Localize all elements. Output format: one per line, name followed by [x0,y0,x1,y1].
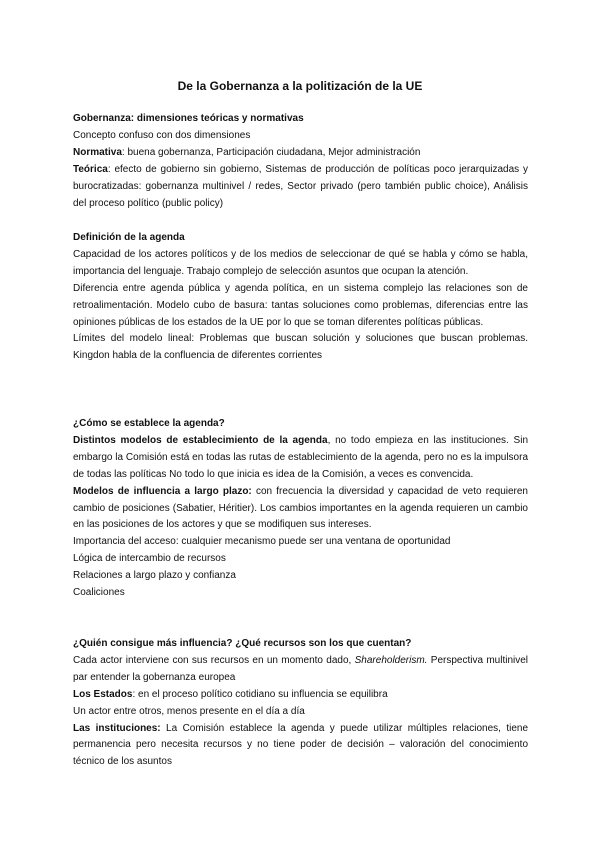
paragraph: Importancia del acceso: cualquier mecanismo puede ser una ventana de oportunidad [73,536,451,548]
section-heading: Gobernanza: dimensiones teóricas y normativas [73,113,304,124]
section-definicion-agenda [73,230,528,365]
paragraph: Las instituciones: La Comisión establece la agenda y puede utilizar múltiples relaciones, tiene permanencia pero necesita recursos y no tiene poder de decisión – valoración del conocimiento técnico de los asuntos [73,722,529,768]
section-gobernanza [73,111,528,212]
bold-term: Normativa [73,146,122,158]
paragraph: Lógica de intercambio de recursos [73,553,226,565]
section-establecimiento-agenda [73,416,528,602]
paragraph: Límites del modelo lineal: Problemas que buscan solución y soluciones que buscan problemas. Kingdon habla de la confluencia de diferentes corrientes [73,333,528,362]
paragraph: Capacidad de los actores políticos y de los medios de seleccionar de qué se habla y cómo se habla, importancia del lenguaje. Trabajo complejo de selección asuntos que ocupan la atención. [73,248,528,277]
paragraph: Cada actor interviene con sus recursos en un momento dado, Shareholderism. Perspectiva multinivel par entender la gobernanza europea [73,654,529,683]
paragraph: Relaciones a largo plazo y confianza [73,570,236,582]
bold-term: Teórica [73,163,108,175]
paragraph: Diferencia entre agenda pública y agenda política, en un sistema complejo las relaciones son de retroalimentación. Modelo cubo de basura: tantas soluciones como problemas, diferencias entre las opiniones públicas de los estados de la UE por lo que se toman diferentes políticas públicas. [73,282,528,328]
paragraph: Distintos modelos de establecimiento de la agenda, no todo empieza en las instituciones. Sin embargo la Comisión está en todas las rutas de establecimiento de la agenda, pero no es la impulsora de todas las políticas No todo lo que inicia es idea de la Comisión, a veces es convencida. [73,434,529,480]
bold-term: Las instituciones: [73,722,161,734]
bold-term: Los Estados [73,688,133,700]
paragraph: Los Estados: en el proceso político cotidiano su influencia se equilibra [73,688,388,700]
paragraph: Normativa: buena gobernanza, Participación ciudadana, Mejor administración [73,146,421,158]
section-heading: ¿Cómo se establece la agenda? [73,418,225,429]
paragraph: Teórica: efecto de gobierno sin gobierno, Sistemas de producción de políticas poco jerarquizadas y burocratizadas: gobernanza multinivel / redes, Sector privado (pero también public choice), Análisis del proceso político (public policy) [73,163,528,209]
bold-term: Distintos modelos de establecimiento de la agenda [73,434,328,446]
italic-term: Shareholderism. [354,654,428,666]
bold-term: Modelos de influencia a largo plazo: [73,485,252,497]
paragraph: Modelos de influencia a largo plazo: con frecuencia la diversidad y capacidad de veto requieren cambio de posiciones (Sabatier, Héritier). Los cambios importantes en la agenda requieren un cambio en las posiciones de los actores y que se modifiquen sus intereses. [73,485,528,531]
paragraph: Coaliciones [73,587,125,599]
document-title: De la Gobernanza a la politización de la UE [177,79,423,93]
paragraph: Un actor entre otros, menos presente en el día a día [73,705,305,717]
section-heading: Definición de la agenda [73,232,185,243]
section-influencia [73,636,528,771]
section-heading: ¿Quién consigue más influencia? ¿Qué recursos son los que cuentan? [73,638,412,649]
paragraph: Concepto confuso con dos dimensiones [73,129,251,141]
